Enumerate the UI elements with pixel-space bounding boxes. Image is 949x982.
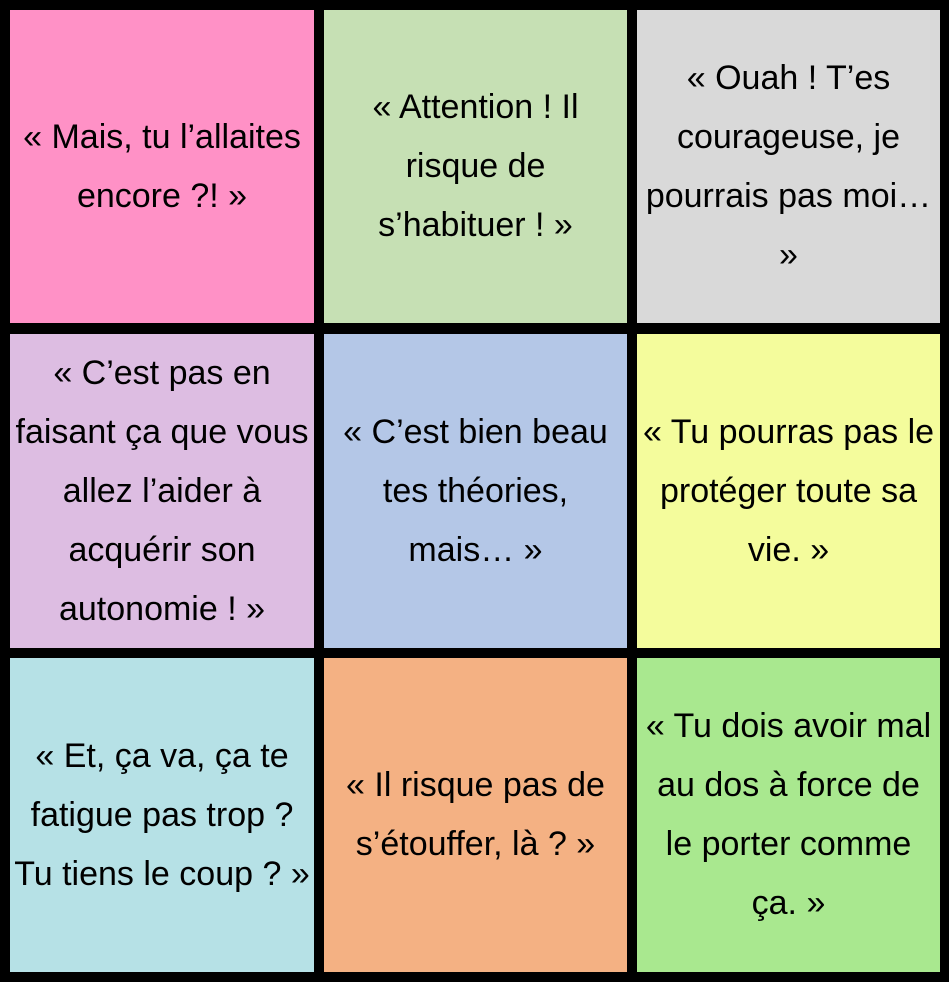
quote-text: « C’est bien beau tes théories, mais… » <box>343 412 608 569</box>
quote-tile-proteger <box>637 334 940 648</box>
quote-text: « Tu dois avoir mal au dos à force de le porter comme ça. » <box>645 707 932 922</box>
quote-text: « Ouah ! T’es courageuse, je pourrais pas moi… » <box>645 58 932 274</box>
quote-text: « C’est pas en faisant ça que vous allez l’aider à acquérir son autonomie ! » <box>15 353 309 628</box>
quote-text: « Attention ! Il risque de s’habituer ! » <box>372 88 579 244</box>
quote-text: « Tu pourras pas le protéger toute sa vie. » <box>642 412 935 569</box>
quote-tile-theories <box>324 334 627 648</box>
quote-tile-habituer <box>324 10 627 323</box>
quote-text: « Et, ça va, ça te fatigue pas trop ? Tu tiens le coup ? » <box>14 736 310 893</box>
quote-text: « Mais, tu l’allaites encore ?! » <box>23 117 301 215</box>
quote-text: « Il risque pas de s’étouffer, là ? » <box>346 766 605 863</box>
quote-tile-courageuse <box>637 10 940 323</box>
quote-tile-fatigue <box>10 658 314 972</box>
quote-tile-etouffer <box>324 658 627 972</box>
quote-tile-autonomie <box>10 334 314 648</box>
quote-tile-allaites <box>10 10 314 323</box>
quote-tile-mal-au-dos <box>637 658 940 972</box>
